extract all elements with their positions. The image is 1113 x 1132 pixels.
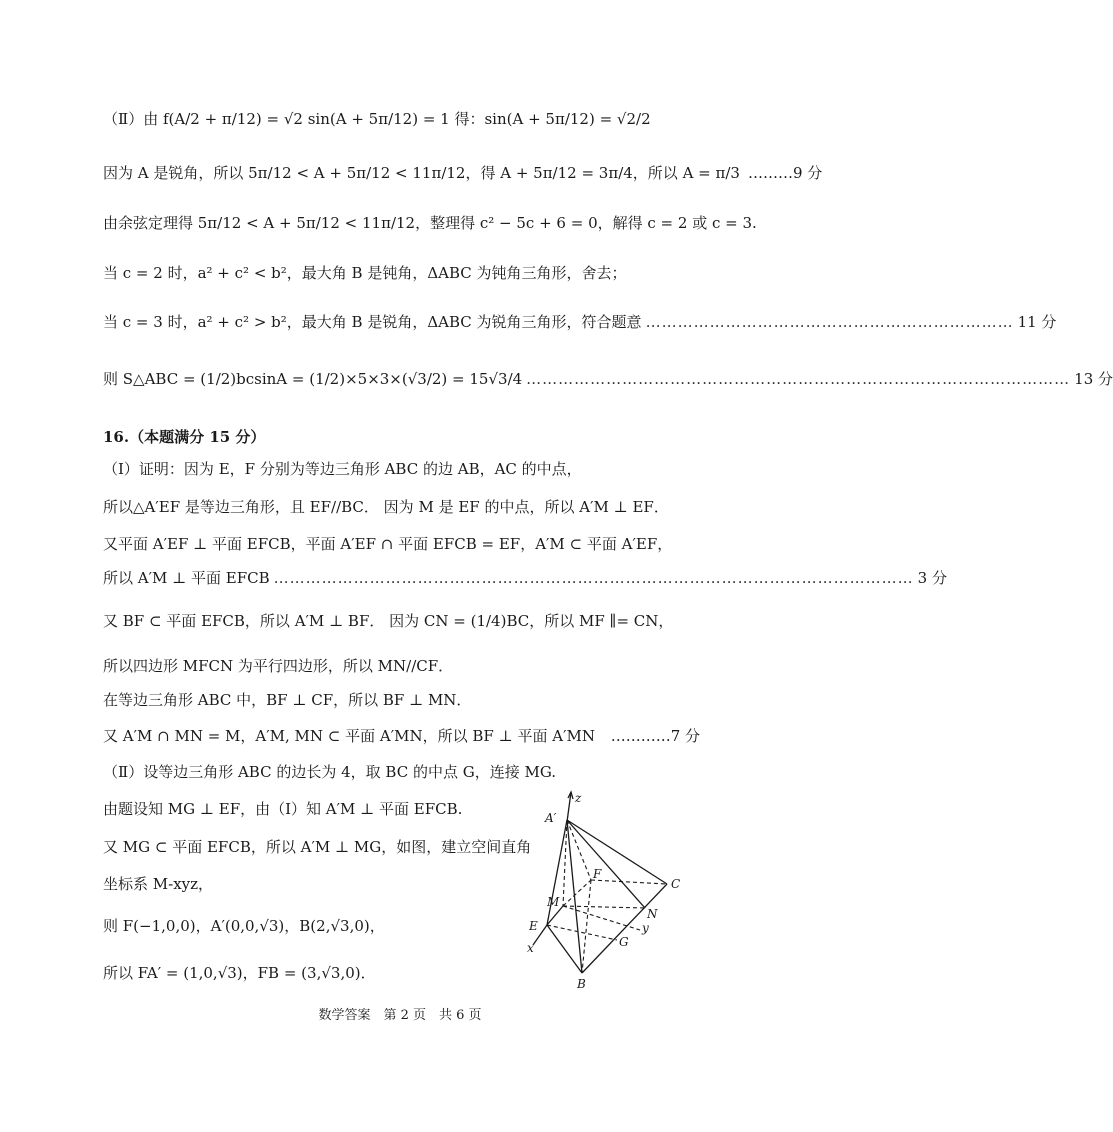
edge-A-F bbox=[567, 820, 591, 880]
edge-F-B bbox=[582, 880, 591, 973]
q16-line-13: 则 F(−1,0,0)，A′(0,0,√3)，B(2,√3,0)， bbox=[103, 917, 385, 935]
edge-E-G bbox=[547, 925, 617, 940]
edge-E-B bbox=[547, 925, 582, 973]
q16-line-5: 又 BF ⊂ 平面 EFCB，所以 A′M ⊥ BF． 因为 CN = (1/4)BC，所以 MF ∥= CN， bbox=[103, 612, 674, 630]
q16-line-6: 所以四边形 MFCN 为平行四边形，所以 MN//CF． bbox=[103, 657, 454, 675]
q16-line-8-text: 又 A′M ∩ MN = M，A′M, MN ⊂ 平面 A′MN，所以 BF ⊥ 平面 A′MN bbox=[103, 727, 595, 745]
score-7: …………7 分 bbox=[610, 727, 700, 745]
label-C: C bbox=[671, 877, 681, 891]
q16-title: 16.（本题满分 15 分） bbox=[103, 428, 266, 446]
score-3: 3 分 bbox=[917, 569, 947, 587]
line-p1-6-text: 则 S△ABC = (1/2)bcsinA = (1/2)×5×3×(√3/2) = 15√3/4 bbox=[103, 370, 523, 388]
q16-line-7: 在等边三角形 ABC 中，BF ⊥ CF，所以 BF ⊥ MN． bbox=[103, 691, 472, 709]
line-p1-5: 当 c = 3 时，a² + c² > b²，最大角 B 是锐角，ΔABC 为锐角三角形，符合题意 …………………………………………………………… 11 分 bbox=[103, 313, 1057, 331]
label-E: E bbox=[529, 919, 538, 933]
line-p1-1: （Ⅱ）由 f(A/2 + π/12) = √2 sin(A + 5π/12) = 1 得：sin(A + 5π/12) = √2/2 bbox=[103, 110, 651, 128]
edge-B-C bbox=[582, 884, 667, 973]
page-footer: 数学答案 第 2 页 共 6 页 bbox=[318, 1008, 482, 1023]
edge-A-N bbox=[567, 820, 645, 908]
score-13: 13 分 bbox=[1074, 370, 1113, 388]
line-p1-2-text: 因为 A 是锐角，所以 5π/12 < A + 5π/12 < 11π/12，得 A + 5π/12 = 3π/4，所以 A = π/3 bbox=[103, 164, 740, 182]
label-y: y bbox=[642, 921, 649, 935]
score-11: 11 分 bbox=[1017, 313, 1057, 331]
pyramid-figure bbox=[515, 780, 695, 1000]
label-G: G bbox=[619, 935, 629, 949]
q16-line-4-text: 所以 A′M ⊥ 平面 EFCB bbox=[103, 569, 270, 587]
q16-line-14: 所以 FA′ = (1,0,√3)，FB = (3,√3,0)． bbox=[103, 964, 376, 982]
line-p1-6: 则 S△ABC = (1/2)bcsinA = (1/2)×5×3×(√3/2) = 15√3/4 ………………………………………………………………………………………… 13 分 bbox=[103, 370, 1113, 388]
edge-F-C bbox=[591, 880, 667, 884]
edge-A-C bbox=[567, 820, 667, 884]
q16-line-9: （Ⅱ）设等边三角形 ABC 的边长为 4，取 BC 的中点 G，连接 MG. bbox=[103, 763, 557, 781]
q16-line-10: 由题设知 MG ⊥ EF，由（Ⅰ）知 A′M ⊥ 平面 EFCB. bbox=[103, 800, 463, 818]
line-p1-2 bbox=[103, 162, 823, 184]
line-p1-3: 由余弦定理得 5π/12 < A + 5π/12 < 11π/12，整理得 c² − 5c + 6 = 0，解得 c = 2 或 c = 3. bbox=[103, 214, 757, 232]
q16-line-1: （Ⅰ）证明：因为 E，F 分别为等边三角形 ABC 的边 AB，AC 的中点， bbox=[103, 460, 582, 478]
score-9: ………9 分 bbox=[747, 164, 823, 182]
q16-line-11: 又 MG ⊂ 平面 EFCB，所以 A′M ⊥ MG，如图，建立空间直角 bbox=[103, 838, 532, 856]
edge-A-B bbox=[567, 820, 582, 973]
q16-line-8 bbox=[103, 725, 700, 747]
label-x: x bbox=[527, 941, 534, 955]
label-N: N bbox=[647, 907, 658, 921]
label-z: z bbox=[575, 791, 582, 805]
label-F: F bbox=[593, 867, 602, 881]
label-M: M bbox=[547, 895, 560, 909]
line-p1-5-text: 当 c = 3 时，a² + c² > b²，最大角 B 是锐角，ΔABC 为锐角三角形，符合题意 bbox=[103, 313, 642, 331]
q16-line-3: 又平面 A′EF ⊥ 平面 EFCB，平面 A′EF ∩ 平面 EFCB = EF，A′M ⊂ 平面 A′EF， bbox=[103, 535, 673, 553]
q16-line-2: 所以△A′EF 是等边三角形，且 EF//BC． 因为 M 是 EF 的中点，所以 A′M ⊥ EF． bbox=[103, 498, 669, 516]
edge-M-F bbox=[563, 880, 591, 906]
q16-line-4: 所以 A′M ⊥ 平面 EFCB ………………………………………………………………………………………………………… 3 分 bbox=[103, 569, 947, 587]
edge-M-y bbox=[563, 906, 640, 930]
label-B: B bbox=[577, 977, 586, 991]
q16-line-12: 坐标系 M-xyz， bbox=[103, 875, 214, 893]
line-p1-4: 当 c = 2 时，a² + c² < b²，最大角 B 是钝角，ΔABC 为钝角三角形，舍去； bbox=[103, 264, 627, 282]
edge-A-E bbox=[547, 820, 567, 925]
label-A: A′ bbox=[545, 811, 557, 825]
